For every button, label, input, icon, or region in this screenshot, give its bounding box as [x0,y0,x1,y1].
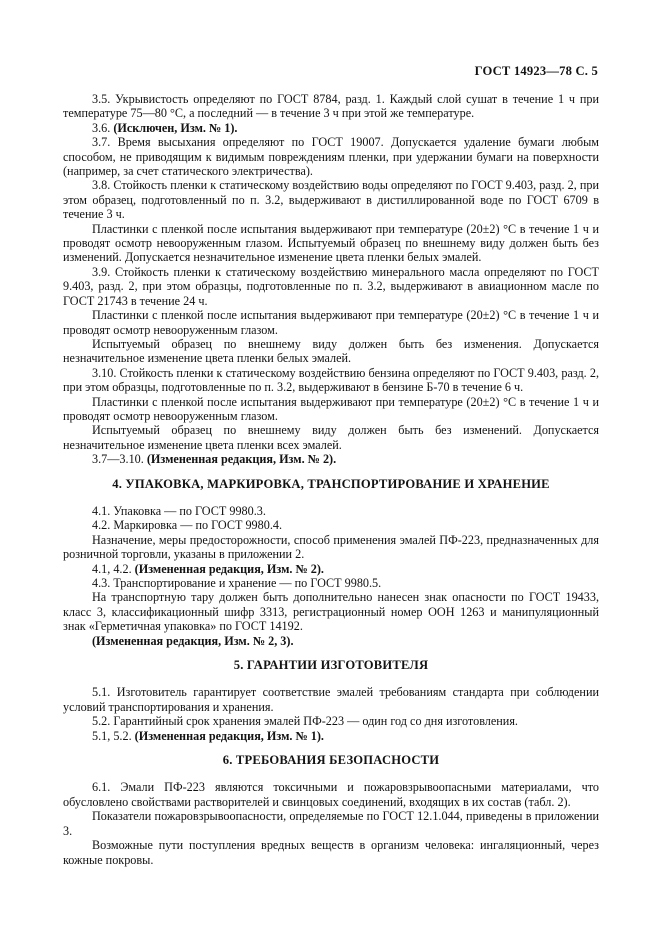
section-heading [63,477,599,491]
paragraph [63,504,599,518]
paragraph [63,780,599,809]
paragraph [63,590,599,633]
paragraph [63,729,599,743]
text-run: Назначение, меры предосторожности, способ применения эмалей ПФ-223, предназначенных для розничной торговли, указаны в приложении 2. [63,532,599,562]
paragraph [63,714,599,728]
paragraph [63,533,599,562]
standard-number-page-label: ГОСТ 14923—78 С. 5 [474,64,598,78]
text-run: 3.7. Время высыхания определяют по ГОСТ 19007. Допускается удаление бумаги любым способом, не приводящим к видимым повреждениям пленки, при удержании бумаги на поверхности (например, за счет статического электричества). [63,135,599,179]
paragraph [63,518,599,532]
text-run: (Измененная редакция, Изм. № 2, 3). [92,633,294,648]
paragraph [63,809,599,838]
text-run: 5.1, 5.2. [92,728,135,743]
text-run: Испытуемый образец по внешнему виду должен быть без изменения. Допускается незначительное изменение цвета пленки белых эмалей. [63,336,599,366]
paragraph [63,634,599,648]
text-run: 6.1. Эмали ПФ-223 являются токсичными и пожаровзрывоопасными материалами, что обусловлено свойствами растворителей и свинцовых соединений, входящих в их состав (табл. 2). [63,780,599,809]
paragraph [63,395,599,424]
text-run: (Измененная редакция, Изм. № 2). [146,452,337,467]
paragraph [63,178,599,221]
paragraph [63,92,599,121]
paragraph [63,265,599,308]
text-run: 3.7—3.10. [92,452,147,467]
page-header [63,64,598,78]
text-run: Пластинки с пленкой после испытания выдерживают при температуре (20±2) °С в течение 1 ч и проводят осмотр невооруженным глазом. Испытуемый образец по внешнему виду должен быть без изменений. Допускается незначительное изменение цвета пленки белых эмалей. [63,221,599,265]
text-run: 5. ГАРАНТИИ ИЗГОТОВИТЕЛЯ [233,658,429,673]
section-heading [63,753,599,767]
paragraph [63,337,599,366]
text-run: Возможные пути поступления вредных веществ в организм человека: ингаляционный, через кожные покровы. [63,838,599,867]
paragraph [63,135,599,178]
paragraph [63,423,599,452]
text-run: Пластинки с пленкой после испытания выдерживают при температуре (20±2) °С в течение 1 ч и проводят осмотр невооруженным глазом. [63,394,599,423]
text-run: Показатели пожаровзрывоопасности, определяемые по ГОСТ 12.1.044, приведены в приложении 3. [63,809,599,838]
text-run: На транспортную тару должен быть дополнительно нанесен знак опасности по ГОСТ 19433, класс 3, классификационный шифр 3313, регистрационный номер ООН 1263 и манипуляционный знак «Герметичная упаковка» по ГОСТ 14192. [63,590,599,634]
text-run: 4.1. Упаковка — по ГОСТ 9980.3. [92,503,266,518]
text-run: 4. УПАКОВКА, МАРКИРОВКА, ТРАНСПОРТИРОВАНИЕ И ХРАНЕНИЕ [112,476,550,491]
paragraph [63,366,599,395]
paragraph [63,308,599,337]
text-run: (Исключен, Изм. № 1). [113,120,238,135]
text-run: (Измененная редакция, Изм. № 1). [134,728,324,743]
text-run: 5.1. Изготовитель гарантирует соответствие эмалей требованиям стандарта при соблюдении условий транспортирования и хранения. [63,685,599,714]
text-run: 4.2. Маркировка — по ГОСТ 9980.4. [92,518,283,533]
paragraph [63,452,599,466]
paragraph [63,562,599,576]
text-run: 3.8. Стойкость пленки к статическому воздействию воды определяют по ГОСТ 9.403, разд. 2, при этом образец, подготовленный по п. 3.2, выдерживают в дистиллированной воде по ГОСТ 6709 в течение 3 ч. [63,178,599,222]
text-run: Испытуемый образец по внешнему виду должен быть без изменений. Допускается незначительное изменение цвета пленки всех эмалей. [63,423,599,452]
paragraph [63,222,599,265]
text-run: 3.6. [92,120,114,135]
text-run: 4.3. Транспортирование и хранение — по ГОСТ 9980.5. [92,576,382,590]
text-run: 3.5. Укрывистость определяют по ГОСТ 8784, разд. 1. Каждый слой сушат в течение 1 ч при температуре 75—80 °С, а последний — в течение 3 ч при этой же температуре. [63,92,599,121]
section-heading [63,658,599,672]
paragraph [63,121,599,135]
text-run: 3.10. Стойкость пленки к статическому воздействию бензина определяют по ГОСТ 9.403, разд. 2, при этом образцы, подготовленные по п. 3.2, выдерживают в бензине Б-70 в течение 6 ч. [63,365,599,395]
text-run: 6. ТРЕБОВАНИЯ БЕЗОПАСНОСТИ [222,753,440,768]
text-run: Пластинки с пленкой после испытания выдерживают при температуре (20±2) °С в течение 1 ч и проводят осмотр невооруженным глазом. [63,308,599,337]
paragraph [63,838,599,867]
text-run: (Измененная редакция, Изм. № 2). [134,561,324,576]
text-run: 3.9. Стойкость пленки к статическому воздействию минерального масла определяют по ГОСТ 9.403, разд. 2, при этом образцы, подготовленные по п. 3.2, выдерживают в авиационном масле по ГОСТ 21743 в течение 24 ч. [63,264,599,308]
text-run: 5.2. Гарантийный срок хранения эмалей ПФ-223 — один год со дня изготовления. [92,714,518,729]
paragraph [63,576,599,590]
document-body [63,92,599,867]
paragraph [63,685,599,714]
text-run: 4.1, 4.2. [92,561,135,576]
